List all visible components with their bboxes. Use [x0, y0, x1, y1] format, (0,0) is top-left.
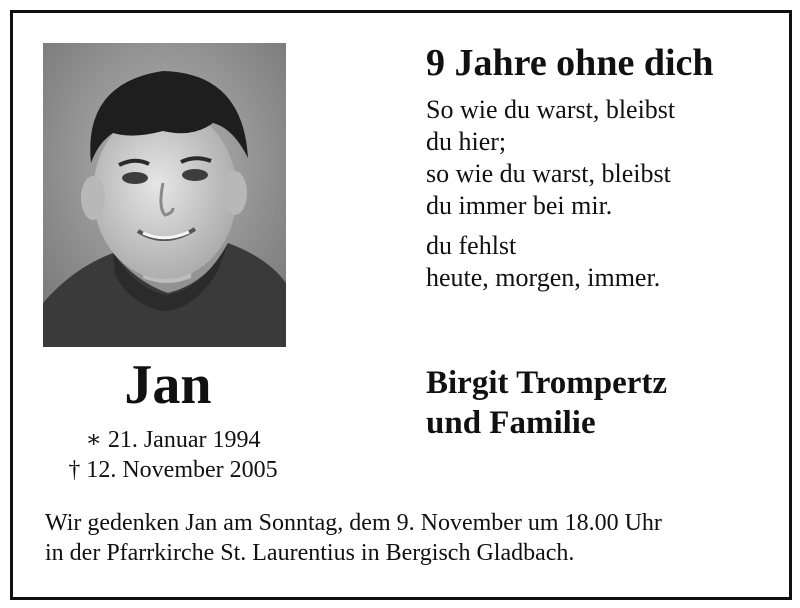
portrait-image	[43, 43, 286, 347]
signature-line: Birgit Trompertz	[426, 365, 668, 401]
poem-stanza-2	[426, 230, 675, 294]
birth-date: ∗ 21. Januar 1994	[85, 427, 261, 453]
signature-line: und Familie	[426, 405, 596, 441]
portrait-photo	[43, 43, 286, 347]
poem-line: du immer bei mir.	[426, 191, 613, 220]
poem-line: du hier;	[426, 127, 507, 156]
signature	[426, 363, 667, 443]
life-dates	[43, 425, 303, 485]
service-line: in der Pfarrkirche St. Laurentius in Bergisch Gladbach.	[45, 540, 575, 566]
memorial-service-notice	[45, 508, 662, 568]
poem	[426, 94, 675, 294]
heading: 9 Jahre ohne dich	[426, 42, 714, 84]
poem-line: du fehlst	[426, 231, 517, 260]
poem-line: heute, morgen, immer.	[426, 263, 661, 292]
poem-line: So wie du warst, bleibst	[426, 95, 676, 124]
service-line: Wir gedenken Jan am Sonntag, dem 9. November um 18.00 Uhr	[45, 510, 662, 536]
deceased-name: Jan	[124, 354, 212, 416]
death-date: † 12. November 2005	[68, 457, 278, 483]
poem-stanza-1	[426, 94, 675, 222]
poem-line: so wie du warst, bleibst	[426, 159, 671, 188]
